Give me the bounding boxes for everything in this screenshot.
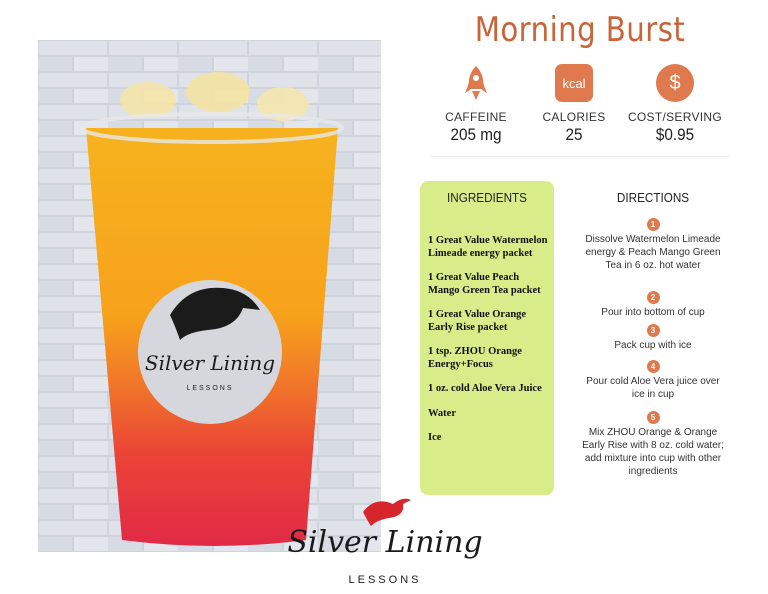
step-number: 2: [647, 291, 660, 304]
stat-value: 205 mg: [450, 125, 502, 144]
stat-label: CAFFEINE: [445, 110, 507, 124]
stat-cost: [620, 63, 730, 145]
stat-label: CALORIES: [542, 110, 606, 124]
stat-value: 25: [565, 125, 583, 144]
ingredient-item: Water: [428, 407, 456, 419]
ingredient-item: 1 Great Value Orange Early Rise packet: [428, 309, 527, 333]
step-text: Pour into bottom of cup: [601, 307, 705, 318]
direction-step: [582, 218, 724, 272]
rocket-icon: [456, 63, 496, 103]
step-text: Dissolve Watermelon Limeade energy & Peach Mango Green Tea in 6 oz. hot water: [585, 234, 721, 271]
dollar-icon: $: [655, 63, 695, 103]
stat-label: COST/SERVING: [627, 110, 723, 124]
step-text: Pour cold Aloe Vera juice over ice in cup: [586, 376, 720, 400]
ingredients-title: INGREDIENTS: [447, 190, 527, 205]
ingredient-item: 1 Great Value Peach Mango Green Tea packet: [428, 272, 541, 296]
ingredients-list: [428, 235, 550, 457]
step-text: Mix ZHOU Orange & Orange Early Rise with 8 oz. cold water; add mixture into cup with other ingredients: [582, 427, 724, 477]
stat-value: $0.95: [655, 125, 695, 144]
logo-brand: Silver Lining: [287, 525, 483, 560]
stat-caffeine: [421, 63, 531, 145]
step-number: 4: [647, 360, 660, 373]
drink-photo: [38, 40, 381, 552]
logo-subtitle: LESSONS: [348, 574, 422, 586]
ingredient-item: 1 oz. cold Aloe Vera Juice: [428, 383, 542, 394]
direction-step: [582, 324, 724, 352]
step-text: Pack cup with ice: [614, 340, 692, 351]
brand-logo: [285, 490, 495, 590]
direction-step: [582, 411, 724, 478]
step-number: 5: [647, 411, 660, 424]
divider: [430, 156, 730, 157]
direction-step: [582, 360, 724, 401]
ingredient-item: 1 tsp. ZHOU Orange Energy+Focus: [428, 346, 522, 370]
ingredient-item: 1 Great Value Watermelon Limeade energy packet: [428, 235, 548, 259]
step-number: 1: [647, 218, 660, 231]
kcal-icon: kcal: [554, 63, 594, 103]
recipe-title: Morning Burst: [474, 10, 686, 50]
directions-title: DIRECTIONS: [616, 190, 690, 205]
direction-step: [582, 291, 724, 319]
stat-calories: [519, 63, 629, 145]
ingredient-item: Ice: [428, 432, 442, 443]
step-number: 3: [647, 324, 660, 337]
sticker-subtitle: LESSONS: [186, 385, 234, 392]
sticker-brand: Silver Lining: [144, 351, 276, 375]
